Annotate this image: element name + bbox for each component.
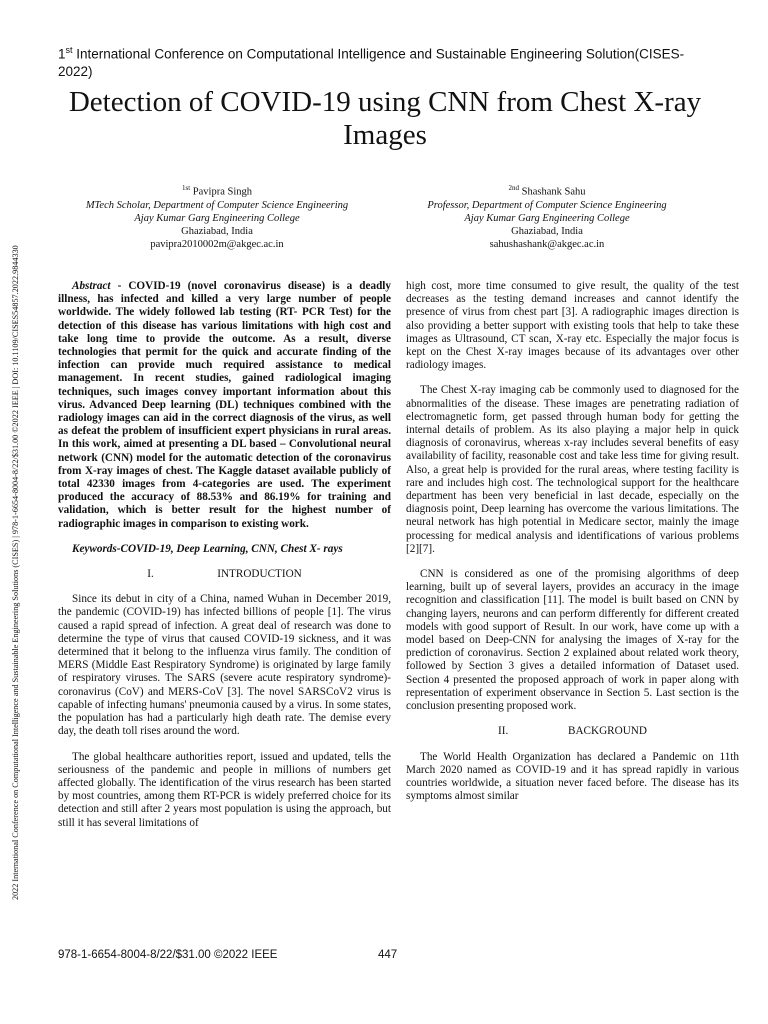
section-title: BACKGROUND — [568, 725, 647, 738]
author-email: pavipra2010002m@akgec.ac.in — [150, 238, 284, 250]
abstract — [58, 280, 391, 531]
abstract-label: Abstract — [72, 280, 111, 292]
author-ordinal: 2nd — [508, 184, 519, 192]
keywords: Keywords-COVID-19, Deep Learning, CNN, Chest X- rays — [72, 542, 343, 555]
author-email: sahushashank@akgec.ac.in — [489, 238, 605, 250]
abstract-text: - COVID-19 (novel coronavirus disease) is a deadly illness, has infected and killed a very large number of people worldwide. The widely followed lab testing (RT- PCR Test) for the detection of this disease has various limitations with high cost and take long time to provide the outcome. As a result, diverse technologies that permit for the quick and accurate finding of the infection can provide much required assistance to medical management. In recent studies, gained radiological imaging techniques, such images convey important information about this virus. Advanced Deep learning (DL) techniques combined with the radiology images can aid in the correct diagnosis of the virus, as well as defeat the problem of insufficient expert physicians in rural areas. In this work, aimed at presenting a DL based – Convolutional neural network (CNN) model for the automatic detection of the coronavirus from X-ray images of chest. The Kaggle dataset available publicly of total 42330 images from 4-categories are used. The experiment produced the accuracy of 88.53% and 86.19% for training and validation, which is better result for the highest number of radiographic images in comparison to existing work. — [58, 280, 391, 530]
page-number: 447 — [378, 949, 398, 961]
paragraph: The global healthcare authorities report, issued and updated, tells the seriousness of the pandemic and people in millions of numbers get affected globally. The identification of the virus research has been started by most countries, among them RT-PCR is widely preferred choice for its detection and still after 2 years most population is using the approach, but still it has several limitations of — [58, 750, 391, 829]
author-institution: Ajay Kumar Garg Engineering College — [464, 212, 630, 224]
section-number: II. — [498, 725, 509, 738]
paragraph: high cost, more time consumed to give result, the quality of the test decreases as the testing demand increases and cannot identify the presence of virus from chest part [3]. A radiographic images direction is also providing a better support with existing tools that help to take these images as Ultrasound, CT scan, X-ray etc. Especially the major focus is kept on the Chest X-ray images because of its advantages over other radiology images. — [406, 280, 739, 372]
section-heading-introduction — [58, 568, 391, 581]
section-heading-background — [406, 725, 739, 738]
author-name: Pavipra Singh — [190, 186, 252, 198]
author-location: Ghaziabad, India — [181, 225, 253, 237]
author-block-1 — [52, 182, 382, 251]
paper-title: Detection of COVID-19 using CNN from Chest X-ray Images — [68, 86, 702, 151]
paragraph: CNN is considered as one of the promising algorithms of deep learning, built up of several layers, provides an accuracy in the image recognition and classification [11]. The model is built based on CNN by changing layers, neurons and can perform differently for different created models with good support of Result. In our work, have come up with a model based on Deep-CNN for analysing the images of X-ray for the prediction of coronavirus. Section 2 explained about related work theory, followed by Section 3 gives a detailed information of Dataset used. Section 4 presented the proposed approach of work in paper along with representation of experiment observance in Section 5. Last section is the conclusion presenting proposed work. — [406, 568, 739, 713]
author-institution: Ajay Kumar Garg Engineering College — [134, 212, 300, 224]
author-block-2 — [382, 182, 712, 251]
section-number: I. — [147, 568, 154, 581]
author-name: Shashank Sahu — [519, 186, 586, 198]
paragraph: Since its debut in city of a China, named Wuhan in December 2019, the pandemic (COVID-19) has infected billions of people [1]. The virus caused a rapid spread of infection. A great deal of research was done to determine the type of virus that caused COVID-19 sickness, and it was determined that it belong to the influenza virus family. The condition of MERS (Middle East Respiratory Syndrome) is originated by large family of respiratory viruses. The SARS (severe acute respiratory syndrome)-coronavirus (CoV) and MERS-CoV [3]. The novel SARSCoV2 virus is capable of infecting humans' pneumonia caused by a virus. In some states, the population has had a particularly high death rate. The demise every day, the death toll rises around the word. — [58, 593, 391, 738]
side-doi-note: 2022 International Conference on Computational Intelligence and Sustainable Engineering Solutions (CISES) | 978-1-6654-8004-8/22/$31.00 ©2022 IEEE | DOI: 10.1109/CISES54857.2022.9844330 — [11, 245, 20, 900]
author-affiliation: Professor, Department of Computer Science Engineering — [427, 199, 667, 211]
author-affiliation: MTech Scholar, Department of Computer Science Engineering — [85, 199, 349, 211]
author-location: Ghaziabad, India — [511, 225, 583, 237]
right-column — [406, 280, 739, 803]
conference-ordinal-suffix: st — [65, 45, 73, 55]
paragraph: The World Health Organization has declared a Pandemic on 11th March 2020 named as COVID-19 and it has spread rapidly in various countries worldwide, a situation never faced before. The disease has its symptoms almost similar — [406, 750, 739, 803]
section-title: INTRODUCTION — [217, 568, 302, 581]
author-ordinal: 1st — [181, 184, 191, 192]
conference-header — [58, 42, 708, 80]
conference-name: International Conference on Computational Intelligence and Sustainable Engineering Solution(CISES-2022) — [58, 46, 685, 79]
footer-isbn: 978-1-6654-8004-8/22/$31.00 ©2022 IEEE — [58, 949, 278, 961]
paragraph: The Chest X-ray imaging cab be commonly used to diagnosed for the abnormalities of the disease. These images are penetrating radiation of electromagnetic form, get passed through human body for getting the internal details of problem. As its also playing a major help in quick diagnosis of coronavirus, whereas x-ray includes several benefits of easy availability of facility, reasonable cost and take less time for giving result. Also, a great help is provided for the rural areas, where testing facility is rare and includes high cost. The technological support for the healthcare department has been very beneficial in last decade, especially on the diagnosis point, Deep learning has overcome the various limitations. The neural network has high potential in Medicare sector, mainly the image processing for medical analysis and identifications of various problems [2][7]. — [406, 384, 739, 555]
left-column — [58, 280, 391, 830]
conference-ordinal: 1 — [58, 46, 66, 62]
